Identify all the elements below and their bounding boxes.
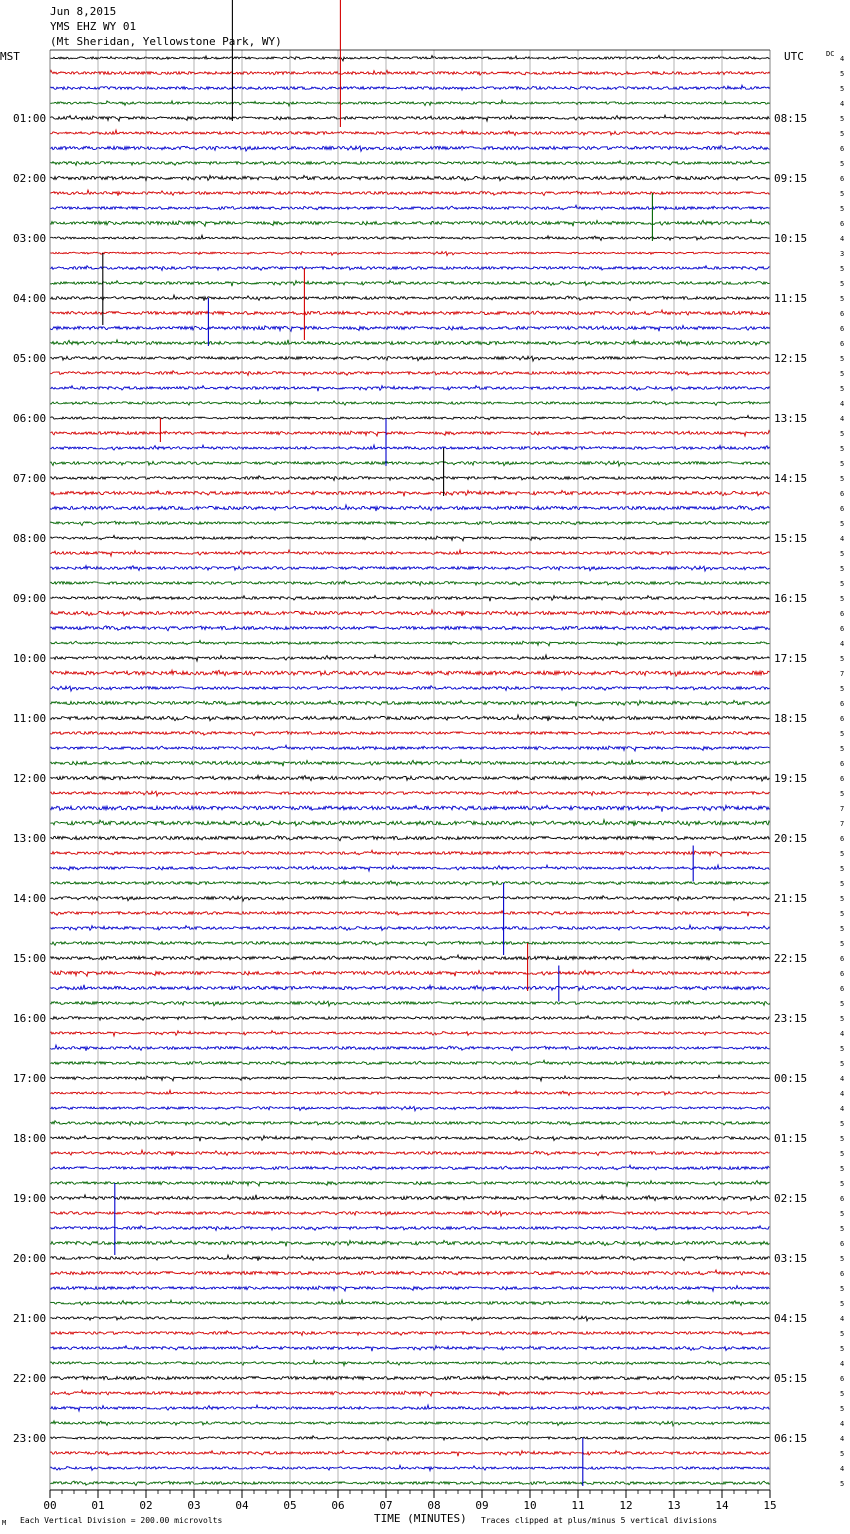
- trace-row-28: [50, 476, 770, 481]
- trace-row-49: [50, 791, 770, 796]
- left-hour-label: 09:00: [13, 592, 47, 605]
- seismogram-traces: [50, 55, 770, 1485]
- left-hour-label: 12:00: [13, 772, 47, 785]
- dc-offset-value: 5: [840, 520, 845, 528]
- trace-row-15: [50, 281, 770, 287]
- trace-row-56: [50, 896, 770, 901]
- right-zone-label: UTC: [784, 50, 804, 63]
- left-hour-label: 16:00: [13, 1012, 47, 1025]
- trace-row-53: [50, 850, 770, 856]
- left-hour-label: 23:00: [13, 1432, 47, 1445]
- x-tick-label-00: 00: [43, 1499, 57, 1512]
- x-tick-label-11: 11: [571, 1499, 585, 1512]
- left-hour-label: 03:00: [13, 232, 47, 245]
- dc-offset-value: 5: [840, 880, 845, 888]
- dc-offset-value: 4: [840, 100, 845, 108]
- dc-offset-value: 6: [840, 835, 845, 843]
- x-tick-label-06: 06: [331, 1499, 345, 1512]
- dc-offset-value: 5: [840, 115, 845, 123]
- right-hour-label: 00:15: [774, 1072, 808, 1085]
- dc-offset-value: 4: [840, 640, 845, 648]
- trace-row-74: [50, 1165, 770, 1170]
- left-hour-label: 10:00: [13, 652, 47, 665]
- dc-offset-value: 6: [840, 1195, 845, 1203]
- dc-offset-value: 4: [840, 1075, 845, 1083]
- dc-offset-value: 5: [840, 925, 845, 933]
- dc-offset-column: [840, 55, 844, 1488]
- left-zone-label: MST: [0, 50, 20, 63]
- dc-offset-value: 6: [840, 325, 845, 333]
- trace-row-46: [50, 745, 770, 751]
- trace-row-64: [50, 1016, 770, 1021]
- trace-row-6: [50, 146, 770, 152]
- dc-offset-value: 5: [840, 1405, 845, 1413]
- trace-row-85: [50, 1331, 770, 1336]
- dc-offset-value: 4: [840, 1420, 845, 1428]
- dc-offset-value: 6: [840, 505, 845, 513]
- dc-offset-value: 4: [840, 1315, 845, 1323]
- dc-offset-value: 6: [840, 145, 845, 153]
- trace-row-25: [50, 431, 770, 436]
- trace-row-82: [50, 1286, 770, 1291]
- trace-row-75: [50, 1181, 770, 1187]
- dc-offset-value: 5: [840, 910, 845, 918]
- dc-offset-value: 3: [840, 250, 845, 258]
- dc-offset-value: 6: [840, 175, 845, 183]
- dc-offset-value: 5: [840, 1180, 845, 1188]
- dc-offset-value: 5: [840, 1015, 845, 1023]
- trace-row-24: [50, 415, 770, 419]
- dc-offset-value: 5: [840, 280, 845, 288]
- dc-offset-value: 5: [840, 940, 845, 948]
- right-hour-label: 02:15: [774, 1192, 808, 1205]
- dc-offset-value: 5: [840, 1330, 845, 1338]
- dc-offset-value: 5: [840, 475, 845, 483]
- dc-offset-value: 5: [840, 850, 845, 858]
- trace-row-21: [50, 371, 770, 376]
- dc-offset-value: 4: [840, 1360, 845, 1368]
- trace-row-19: [50, 340, 770, 346]
- trace-row-10: [50, 205, 770, 210]
- clip-note: Traces clipped at plus/minus 5 vertical divisions: [481, 1516, 718, 1525]
- trace-row-91: [50, 1421, 770, 1426]
- trace-row-87: [50, 1360, 770, 1365]
- trace-row-20: [50, 356, 770, 361]
- dc-offset-value: 5: [840, 1150, 845, 1158]
- left-hour-label: 20:00: [13, 1252, 47, 1265]
- dc-offset-value: 5: [840, 160, 845, 168]
- dc-offset-value: 4: [840, 535, 845, 543]
- dc-offset-value: 5: [840, 745, 845, 753]
- trace-row-68: [50, 1075, 770, 1081]
- trace-row-37: [50, 610, 770, 616]
- trace-row-70: [50, 1106, 770, 1111]
- trace-row-83: [50, 1300, 770, 1306]
- dc-offset-value: 5: [840, 1255, 845, 1263]
- trace-row-30: [50, 505, 770, 511]
- trace-row-42: [50, 686, 770, 691]
- trace-row-3: [50, 100, 770, 106]
- dc-offset-value: 5: [840, 565, 845, 573]
- trace-row-1: [50, 70, 770, 75]
- right-hour-label: 23:15: [774, 1012, 808, 1025]
- header-location: (Mt Sheridan, Yellowstone Park, WY): [50, 35, 282, 48]
- x-tick-label-01: 01: [91, 1499, 105, 1512]
- dc-offset-value: 4: [840, 1090, 845, 1098]
- right-hour-label: 06:15: [774, 1432, 808, 1445]
- left-hour-label: 08:00: [13, 532, 47, 545]
- trace-row-54: [50, 865, 770, 871]
- trace-row-88: [50, 1376, 770, 1380]
- trace-row-71: [50, 1121, 770, 1126]
- trace-row-0: [50, 55, 770, 60]
- dc-offset-value: 5: [840, 1165, 845, 1173]
- dc-offset-value: 6: [840, 955, 845, 963]
- trace-row-78: [50, 1226, 770, 1231]
- trace-row-60: [50, 955, 770, 960]
- dc-offset-value: 4: [840, 1105, 845, 1113]
- dc-offset-value: 5: [840, 70, 845, 78]
- trace-row-9: [50, 190, 770, 196]
- right-hour-label: 18:15: [774, 712, 808, 725]
- dc-offset-value: 6: [840, 760, 845, 768]
- scale-note: Each Vertical Division = 200.00 microvolts: [20, 1516, 223, 1525]
- dc-offset-value: 5: [840, 1135, 845, 1143]
- trace-row-95: [50, 1481, 770, 1486]
- header-station: YMS EHZ WY 01: [50, 20, 137, 33]
- trace-row-41: [50, 670, 770, 676]
- trace-row-4: [50, 115, 770, 121]
- dc-offset-value: 6: [840, 220, 845, 228]
- trace-row-73: [50, 1150, 770, 1156]
- left-hour-label: 13:00: [13, 832, 47, 845]
- dc-offset-value: 5: [840, 1045, 845, 1053]
- dc-offset-value: 5: [840, 1480, 845, 1488]
- left-hour-label: 19:00: [13, 1192, 47, 1205]
- x-tick-label-15: 15: [763, 1499, 777, 1512]
- dc-offset-value: 5: [840, 1390, 845, 1398]
- right-hour-label: 22:15: [774, 952, 808, 965]
- trace-row-36: [50, 596, 770, 602]
- trace-row-26: [50, 445, 770, 450]
- dc-offset-value: 5: [840, 190, 845, 198]
- dc-offset-value: 5: [840, 370, 845, 378]
- dc-offset-value: 5: [840, 595, 845, 603]
- dc-offset-value: 6: [840, 610, 845, 618]
- trace-row-44: [50, 715, 770, 721]
- dc-offset-value: 5: [840, 1000, 845, 1008]
- x-tick-label-09: 09: [475, 1499, 489, 1512]
- trace-row-22: [50, 386, 770, 392]
- dc-offset-value: 5: [840, 790, 845, 798]
- left-hour-label: 01:00: [13, 112, 47, 125]
- trace-row-55: [50, 881, 770, 886]
- dc-offset-value: 5: [840, 1225, 845, 1233]
- dc-offset-value: 5: [840, 685, 845, 693]
- dc-offset-value: 6: [840, 310, 845, 318]
- right-hour-label: 11:15: [774, 292, 808, 305]
- trace-row-92: [50, 1436, 770, 1441]
- dc-offset-value: 4: [840, 1435, 845, 1443]
- trace-row-7: [50, 161, 770, 166]
- trace-row-80: [50, 1255, 770, 1261]
- left-hour-label: 11:00: [13, 712, 47, 725]
- dc-offset-value: 5: [840, 1345, 845, 1353]
- right-hour-label: 09:15: [774, 172, 808, 185]
- trace-row-65: [50, 1031, 770, 1036]
- dc-offset-value: 4: [840, 55, 845, 63]
- trace-row-62: [50, 985, 770, 991]
- trace-row-35: [50, 581, 770, 586]
- x-tick-label-13: 13: [667, 1499, 681, 1512]
- trace-row-14: [50, 266, 770, 271]
- dc-offset-value: 5: [840, 730, 845, 738]
- x-axis: [43, 1490, 776, 1512]
- x-tick-label-14: 14: [715, 1499, 729, 1512]
- trace-row-50: [50, 805, 770, 811]
- left-hour-label: 15:00: [13, 952, 47, 965]
- dc-offset-value: 5: [840, 85, 845, 93]
- dc-offset-value: 7: [840, 820, 845, 828]
- trace-row-86: [50, 1346, 770, 1352]
- x-tick-label-04: 04: [235, 1499, 249, 1512]
- trace-row-67: [50, 1060, 770, 1065]
- dc-offset-value: 5: [840, 655, 845, 663]
- trace-row-23: [50, 400, 770, 405]
- dc-offset-value: 4: [840, 415, 845, 423]
- right-hour-label: 08:15: [774, 112, 808, 125]
- dc-offset-value: 6: [840, 1375, 845, 1383]
- trace-row-33: [50, 550, 770, 556]
- dc-offset-value: 5: [840, 1210, 845, 1218]
- dc-offset-value: 5: [840, 130, 845, 138]
- left-hour-label: 14:00: [13, 892, 47, 905]
- left-hour-label: 17:00: [13, 1072, 47, 1085]
- right-hour-label: 17:15: [774, 652, 808, 665]
- dc-offset-value: 5: [840, 295, 845, 303]
- right-hour-label: 20:15: [774, 832, 808, 845]
- trace-row-32: [50, 535, 770, 540]
- trace-row-29: [50, 490, 770, 496]
- right-hour-label: 14:15: [774, 472, 808, 485]
- dc-offset-value: 5: [840, 1060, 845, 1068]
- trace-row-84: [50, 1316, 770, 1321]
- trace-row-48: [50, 775, 770, 781]
- trace-row-13: [50, 252, 770, 256]
- dc-offset-value: 6: [840, 700, 845, 708]
- trace-row-57: [50, 911, 770, 917]
- dc-offset-value: 5: [840, 355, 845, 363]
- dc-offset-value: 5: [840, 1285, 845, 1293]
- left-hour-label: 02:00: [13, 172, 47, 185]
- trace-row-51: [50, 820, 770, 826]
- dc-offset-value: 5: [840, 430, 845, 438]
- left-hour-label: 07:00: [13, 472, 47, 485]
- dc-offset-value: 7: [840, 805, 845, 813]
- left-hour-label: 22:00: [13, 1372, 47, 1385]
- x-axis-title: TIME (MINUTES): [374, 1512, 467, 1525]
- right-hour-label: 21:15: [774, 892, 808, 905]
- trace-row-45: [50, 731, 770, 736]
- x-tick-label-03: 03: [187, 1499, 201, 1512]
- left-hour-label: 21:00: [13, 1312, 47, 1325]
- trace-row-59: [50, 941, 770, 946]
- dc-offset-value: 4: [840, 235, 845, 243]
- right-hour-label: 19:15: [774, 772, 808, 785]
- trace-row-81: [50, 1270, 770, 1275]
- x-tick-label-05: 05: [283, 1499, 297, 1512]
- right-hour-label: 15:15: [774, 532, 808, 545]
- trace-row-43: [50, 700, 770, 706]
- trace-row-17: [50, 310, 770, 315]
- dc-offset-value: 6: [840, 1270, 845, 1278]
- trace-row-27: [50, 461, 770, 466]
- dc-header-label: DC: [826, 50, 835, 58]
- dc-offset-value: 5: [840, 580, 845, 588]
- dc-offset-value: 5: [840, 895, 845, 903]
- dc-offset-value: 5: [840, 1120, 845, 1128]
- right-hour-label: 13:15: [774, 412, 808, 425]
- trace-row-16: [50, 295, 770, 301]
- dc-offset-value: 5: [840, 205, 845, 213]
- dc-offset-value: 6: [840, 490, 845, 498]
- trace-row-76: [50, 1195, 770, 1201]
- dc-offset-value: 6: [840, 625, 845, 633]
- trace-row-77: [50, 1211, 770, 1216]
- dc-offset-value: 7: [840, 670, 845, 678]
- right-hour-label: 05:15: [774, 1372, 808, 1385]
- trace-row-34: [50, 566, 770, 572]
- dc-offset-value: 4: [840, 1465, 845, 1473]
- trace-row-2: [50, 85, 770, 90]
- trace-row-18: [50, 326, 770, 332]
- trace-row-5: [50, 130, 770, 136]
- dc-offset-value: 6: [840, 1240, 845, 1248]
- trace-row-66: [50, 1045, 770, 1051]
- dc-offset-value: 5: [840, 550, 845, 558]
- trace-row-63: [50, 1001, 770, 1006]
- dc-offset-value: 4: [840, 1030, 845, 1038]
- dc-offset-value: 6: [840, 715, 845, 723]
- trace-row-47: [50, 760, 770, 767]
- x-tick-label-02: 02: [139, 1499, 153, 1512]
- trace-row-72: [50, 1136, 770, 1142]
- trace-row-89: [50, 1390, 770, 1396]
- header-date: Jun 8,2015: [50, 5, 117, 18]
- dc-offset-value: 5: [840, 1450, 845, 1458]
- trace-row-94: [50, 1465, 770, 1470]
- right-hour-label: 04:15: [774, 1312, 808, 1325]
- left-hour-label: 04:00: [13, 292, 47, 305]
- dc-offset-value: 6: [840, 775, 845, 783]
- dc-offset-value: 4: [840, 400, 845, 408]
- dc-offset-value: 5: [840, 265, 845, 273]
- trace-row-69: [50, 1090, 770, 1095]
- right-hour-label: 10:15: [774, 232, 808, 245]
- trace-row-52: [50, 836, 770, 841]
- trace-row-12: [50, 235, 770, 240]
- dc-offset-value: 5: [840, 1300, 845, 1308]
- x-tick-label-08: 08: [427, 1499, 441, 1512]
- left-hour-label: 18:00: [13, 1132, 47, 1145]
- trace-row-39: [50, 640, 770, 645]
- trace-row-11: [50, 220, 770, 227]
- dc-offset-value: 6: [840, 340, 845, 348]
- dc-offset-value: 6: [840, 985, 845, 993]
- dc-offset-value: 5: [840, 865, 845, 873]
- dc-offset-value: 6: [840, 970, 845, 978]
- right-hour-label: 01:15: [774, 1132, 808, 1145]
- trace-row-8: [50, 175, 770, 181]
- trace-row-90: [50, 1405, 770, 1411]
- trace-row-40: [50, 655, 770, 661]
- x-tick-label-12: 12: [619, 1499, 633, 1512]
- trace-row-93: [50, 1451, 770, 1457]
- x-tick-label-10: 10: [523, 1499, 537, 1512]
- trace-row-61: [50, 970, 770, 977]
- dc-offset-value: 5: [840, 460, 845, 468]
- trace-row-58: [50, 925, 770, 931]
- corner-mark: M: [2, 1519, 7, 1527]
- trace-row-31: [50, 521, 770, 525]
- dc-offset-value: 5: [840, 445, 845, 453]
- trace-row-38: [50, 626, 770, 631]
- right-hour-label: 16:15: [774, 592, 808, 605]
- trace-row-79: [50, 1240, 770, 1246]
- left-hour-label: 06:00: [13, 412, 47, 425]
- x-tick-label-07: 07: [379, 1499, 393, 1512]
- left-hour-label: 05:00: [13, 352, 47, 365]
- right-hour-label: 03:15: [774, 1252, 808, 1265]
- right-hour-label: 12:15: [774, 352, 808, 365]
- dc-offset-value: 5: [840, 385, 845, 393]
